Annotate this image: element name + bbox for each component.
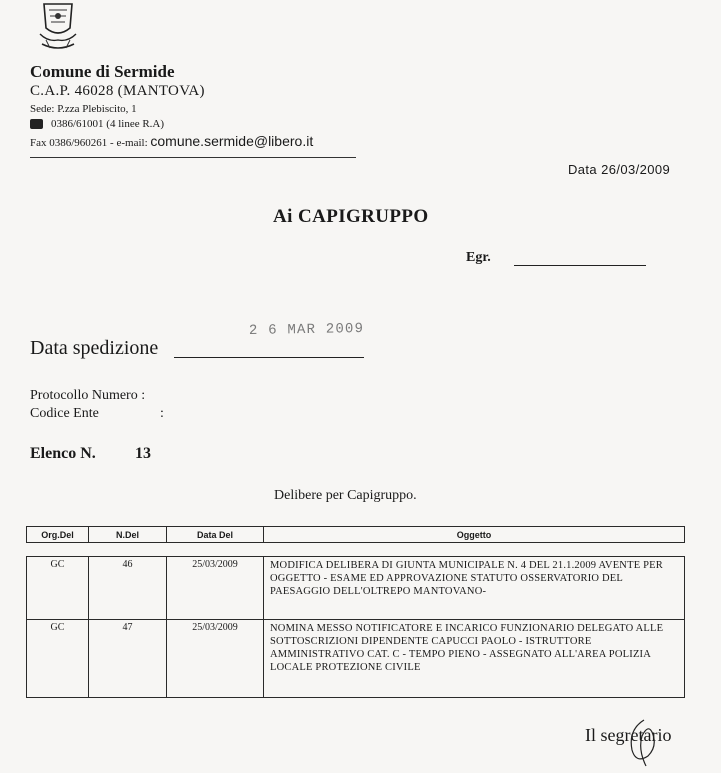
org-fax-line — [30, 133, 313, 149]
org-phone: 0386/61001 (4 linee R.A) — [51, 118, 165, 130]
delibere-table-header — [26, 526, 685, 543]
cell-data-del: 25/03/2009 — [167, 620, 264, 698]
cell-data-del: 25/03/2009 — [167, 557, 264, 620]
document-date: Data 26/03/2009 — [568, 162, 671, 177]
column-header-data-del: Data Del — [167, 527, 264, 543]
cell-org-del: GC — [27, 620, 89, 698]
org-address: Sede: P.zza Plebiscito, 1 — [30, 103, 137, 115]
cell-org-del: GC — [27, 557, 89, 620]
spedizione-blank-line — [174, 357, 364, 358]
table-row — [27, 557, 685, 620]
cell-oggetto: NOMINA MESSO NOTIFICATORE E INCARICO FUNZIONARIO DELEGATO ALLE SOTTOSCRIZIONI DIPENDENTE CAPUCCI PAOLO - ISTRUTTORE AMMINISTRATIVO CAT. C - TEMPO PIENO - ASSEGNATO ALL'AREA POLIZIA LOCALE PROTEZIONE CIVILE — [264, 620, 685, 698]
handwritten-signature — [618, 716, 670, 768]
protocollo-label: Protocollo Numero : — [30, 388, 146, 403]
codice-ente-label: Codice Ente — [30, 406, 99, 421]
recipient-heading: Ai CAPIGRUPPO — [273, 206, 429, 227]
elenco-number: 13 — [135, 445, 151, 462]
column-header-org-del: Org.Del — [27, 527, 89, 543]
column-header-oggetto: Oggetto — [264, 527, 685, 543]
date-stamp: 2 6 MAR 2009 — [248, 320, 365, 340]
signature-label: Il segretario — [585, 725, 672, 745]
codice-ente-colon: : — [160, 406, 164, 421]
cell-n-del: 47 — [89, 620, 167, 698]
spedizione-label: Data spedizione — [30, 337, 159, 359]
elenco-label: Elenco N. — [30, 445, 96, 462]
table-row — [27, 620, 685, 698]
org-cap-line: C.A.P. 46028 (MANTOVA) — [30, 83, 205, 99]
letterhead-divider — [30, 157, 356, 158]
cell-oggetto: MODIFICA DELIBERA DI GIUNTA MUNICIPALE N. 4 DEL 21.1.2009 AVENTE PER OGGETTO - ESAME ED APPROVAZIONE STATUTO OSSERVATORIO DEL PAESAGGIO DELL'OLTREPO MANTOVANO- — [264, 557, 685, 620]
delibere-table — [26, 556, 685, 698]
table-title: Delibere per Capigruppo. — [274, 488, 417, 503]
org-phone-line — [30, 118, 164, 130]
column-header-n-del: N.Del — [89, 527, 167, 543]
municipal-crest-icon — [36, 0, 80, 54]
org-email-link[interactable]: comune.sermide@libero.it — [150, 133, 314, 149]
org-name: Comune di Sermide — [30, 62, 175, 81]
cell-n-del: 46 — [89, 557, 167, 620]
egr-label: Egr. — [466, 250, 491, 265]
egr-blank-line — [514, 265, 646, 266]
org-fax-label: Fax 0386/960261 - e-mail: — [30, 137, 151, 149]
telephone-icon — [30, 119, 43, 129]
